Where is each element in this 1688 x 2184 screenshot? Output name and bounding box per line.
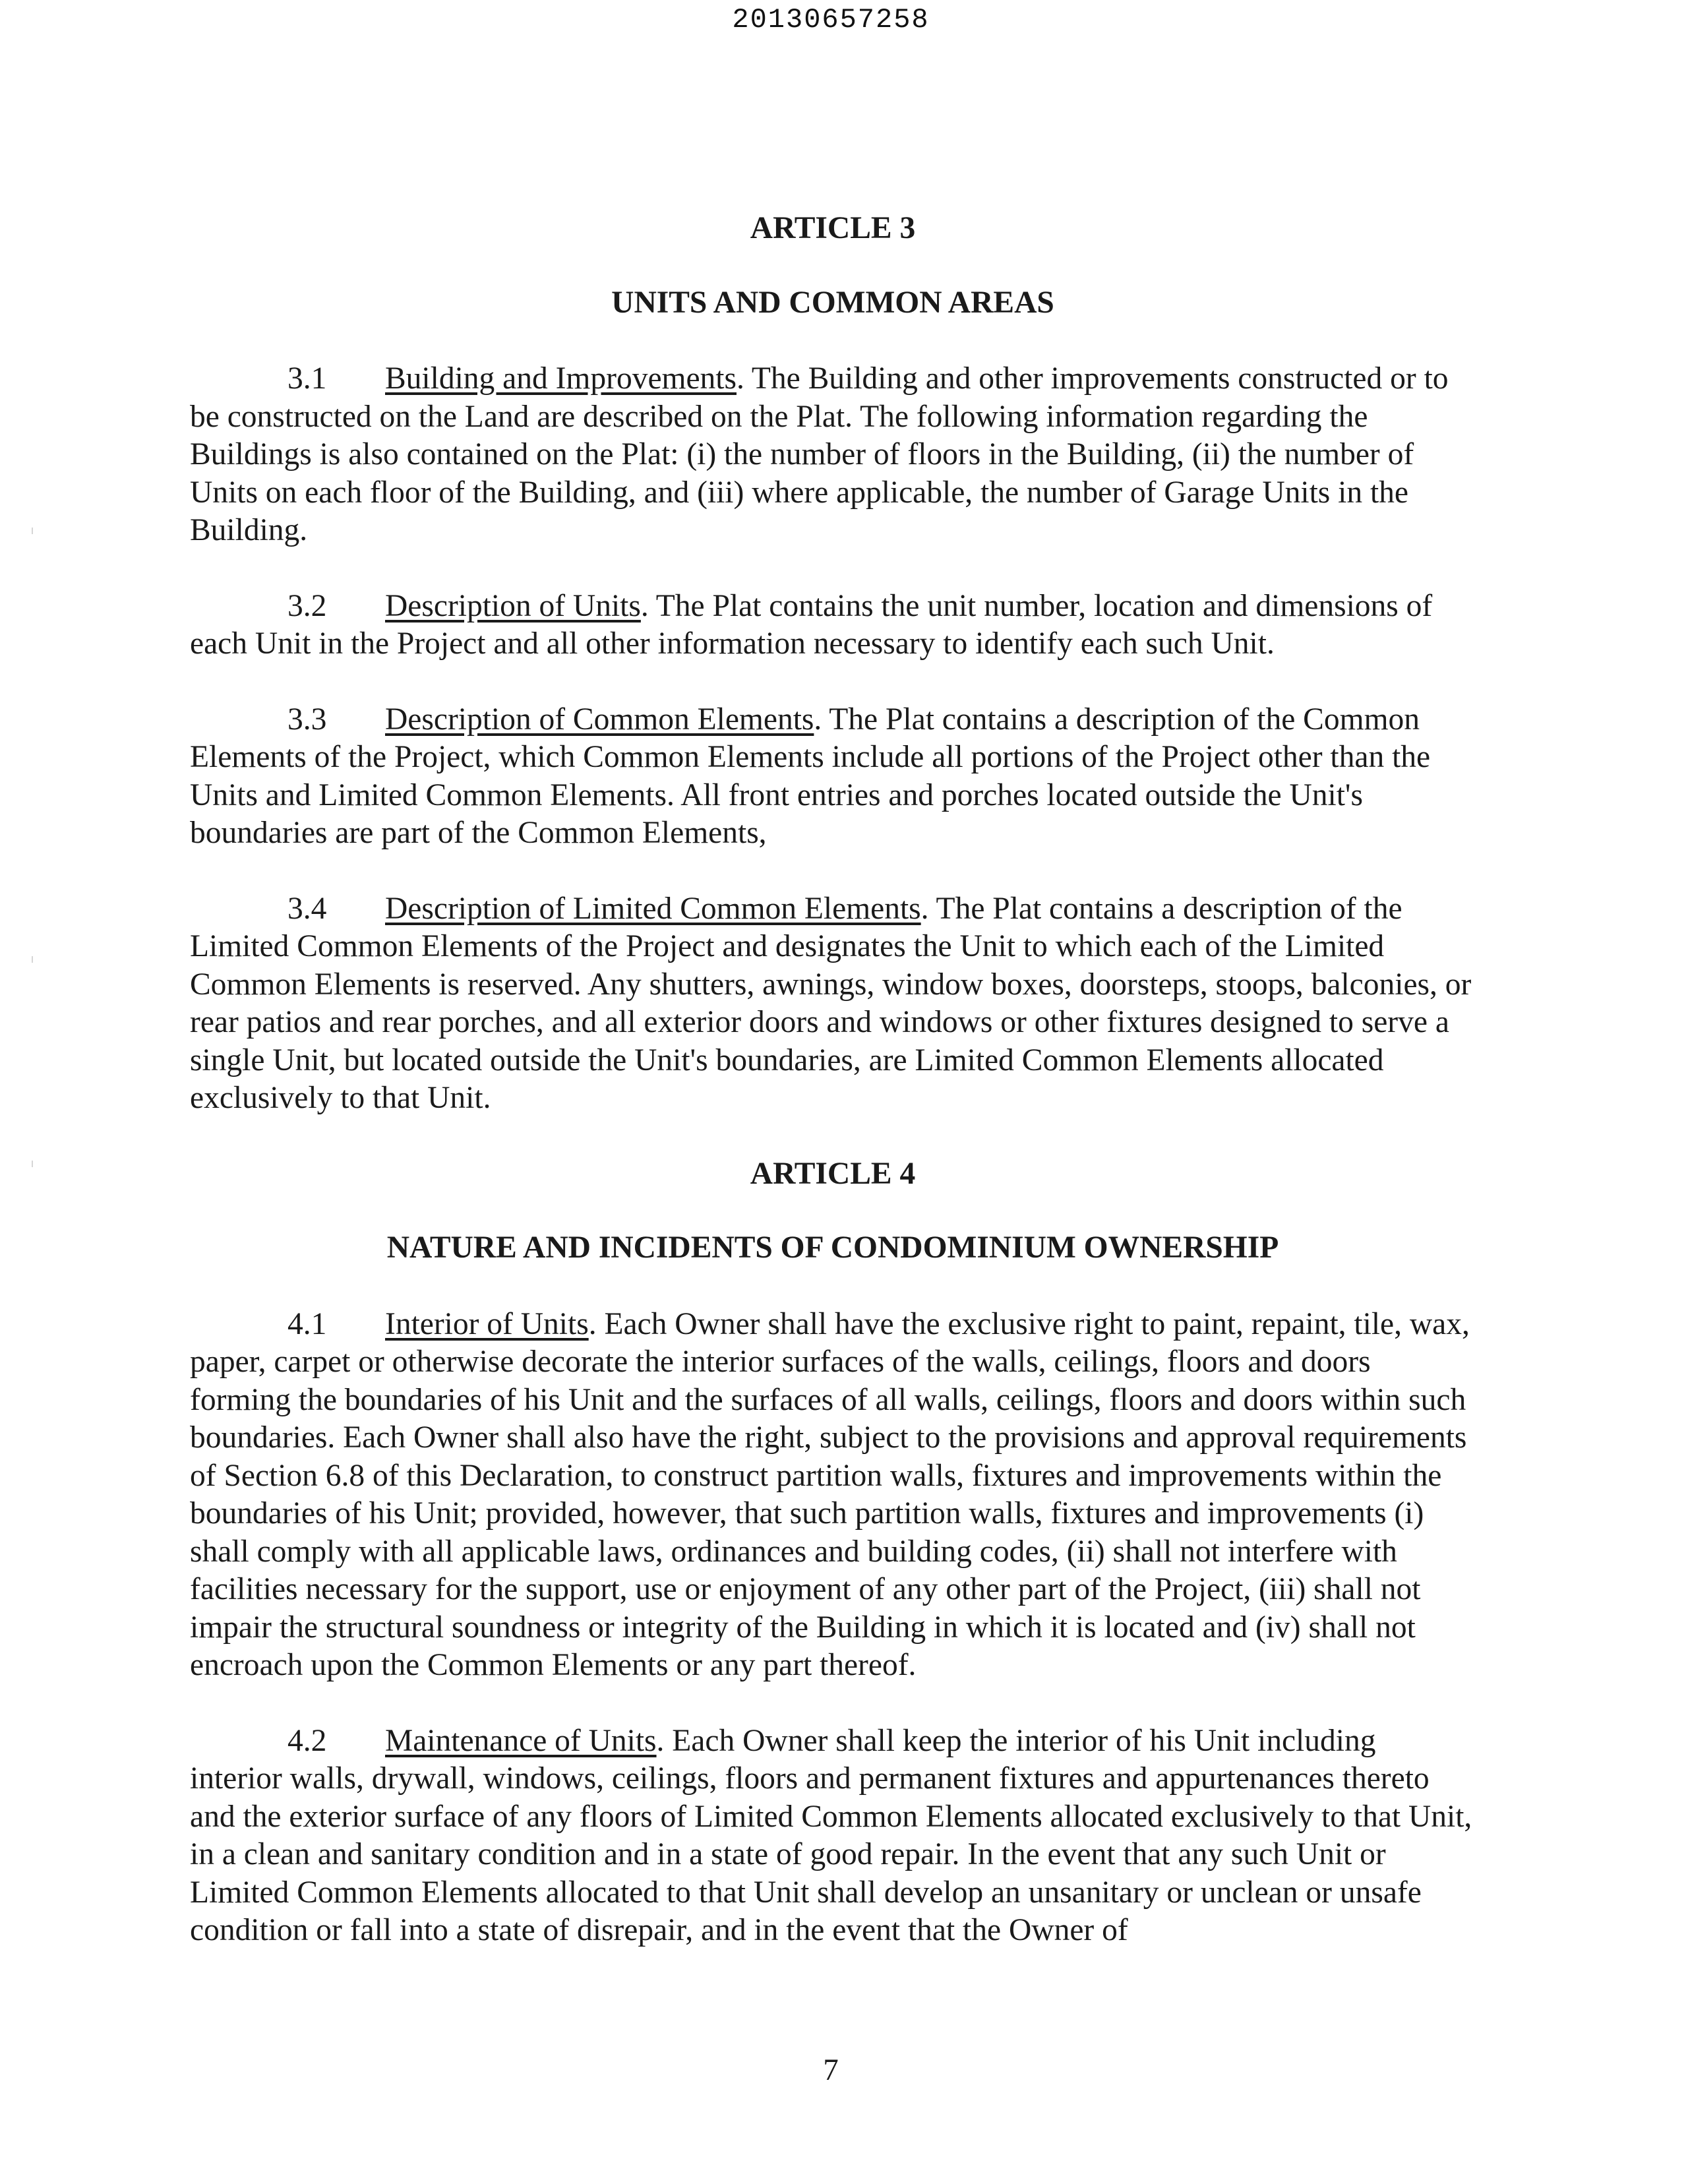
section-text: . Each Owner shall have the exclusive right to paint, repaint, tile, wax, paper, carpet or otherwise decorate the interior surfaces of the walls, ceilings, floors and doors forming the boundaries of his Unit and the surfaces of all walls, ceilings, floors and doors within such boundaries. Each Owner shall also have the right, subject to the provisions and approval requirements of Section 6.8 of this Declaration, to construct partition walls, fixtures and improvements within the boundaries of his Unit; provided, however, that such partition walls, fixtures and improvements (i) shall comply with all applicable laws, ordinances and building codes, (ii) shall not interfere with facilities necessary for the support, use or enjoyment of any other part of the Project, (iii) shall not impair the structural soundness or integrity of the Building in which it is located and (iv) shall not encroach upon the Common Elements or any part thereof.	[190, 1306, 1470, 1682]
article-4-heading: ARTICLE 4	[750, 1156, 916, 1191]
section-title: Description of Common Elements	[385, 702, 814, 737]
section-number: 3.1	[287, 361, 327, 396]
section-3-1	[190, 360, 1476, 550]
section-text: . The Plat contains a description of the Limited Common Elements of the Project and designates the Unit to which each of the Limited Common Elements is reserved. Any shutters, awnings, window boxes, doorsteps, stoops, balconies, or rear patios and rear porches, and all exterior doors and windows or other fixtures designed to serve a single Unit, but located outside the Unit's boundaries, are Limited Common Elements allocated exclusively to that Unit.	[190, 891, 1472, 1115]
section-number: 4.1	[287, 1306, 327, 1341]
section-title: Interior of Units	[385, 1306, 589, 1341]
document-number: 20130657258	[732, 4, 930, 36]
section-4-1	[190, 1306, 1476, 1685]
section-number: 3.3	[287, 702, 327, 737]
margin-mark	[32, 528, 33, 534]
section-title: Description of Limited Common Elements	[385, 891, 921, 926]
section-title: Description of Units	[385, 588, 641, 623]
section-3-3	[190, 701, 1476, 853]
page-number: 7	[823, 2053, 839, 2087]
section-number: 3.2	[287, 588, 327, 623]
section-4-2	[190, 1722, 1476, 1950]
article-3-heading: ARTICLE 3	[750, 211, 916, 245]
section-text: . Each Owner shall keep the interior of his Unit including interior walls, drywall, windows, ceilings, floors and permanent fixtures and appurtenances thereto and the exterior surface of any floors of Limited Common Elements allocated exclusively to that Unit, in a clean and sanitary condition and in a state of good repair. In the event that any such Unit or Limited Common Elements allocated to that Unit shall develop an unsanitary or unclean or unsafe condition or fall into a state of disrepair, and in the event that the Owner of	[190, 1723, 1472, 1947]
section-number: 4.2	[287, 1723, 327, 1758]
margin-mark	[32, 1161, 33, 1167]
section-3-4	[190, 890, 1476, 1118]
article-3-title: UNITS AND COMMON AREAS	[611, 285, 1054, 320]
document-body	[190, 210, 1476, 1987]
section-text: . The Plat contains the unit number, location and dimensions of each Unit in the Project and all other information necessary to identify each such Unit.	[190, 588, 1433, 661]
section-title: Maintenance of Units	[385, 1723, 657, 1758]
section-3-2	[190, 588, 1476, 663]
section-number: 3.4	[287, 891, 327, 926]
section-text: . The Building and other improvements constructed or to be constructed on the Land are described on the Plat. The following information regarding the Buildings is also contained on the Plat: (i) the number of floors in the Building, (ii) the number of Units on each floor of the Building, and (iii) where applicable, the number of Garage Units in the Building.	[190, 361, 1449, 547]
section-text: . The Plat contains a description of the Common Elements of the Project, which Common Elements include all portions of the Project other than the Units and Limited Common Elements. All front entries and porches located outside the Unit's boundaries are part of the Common Elements,	[190, 702, 1431, 850]
article-4-title: NATURE AND INCIDENTS OF CONDOMINIUM OWNERSHIP	[386, 1230, 1279, 1265]
margin-mark	[32, 956, 33, 963]
section-title: Building and Improvements	[385, 361, 737, 396]
